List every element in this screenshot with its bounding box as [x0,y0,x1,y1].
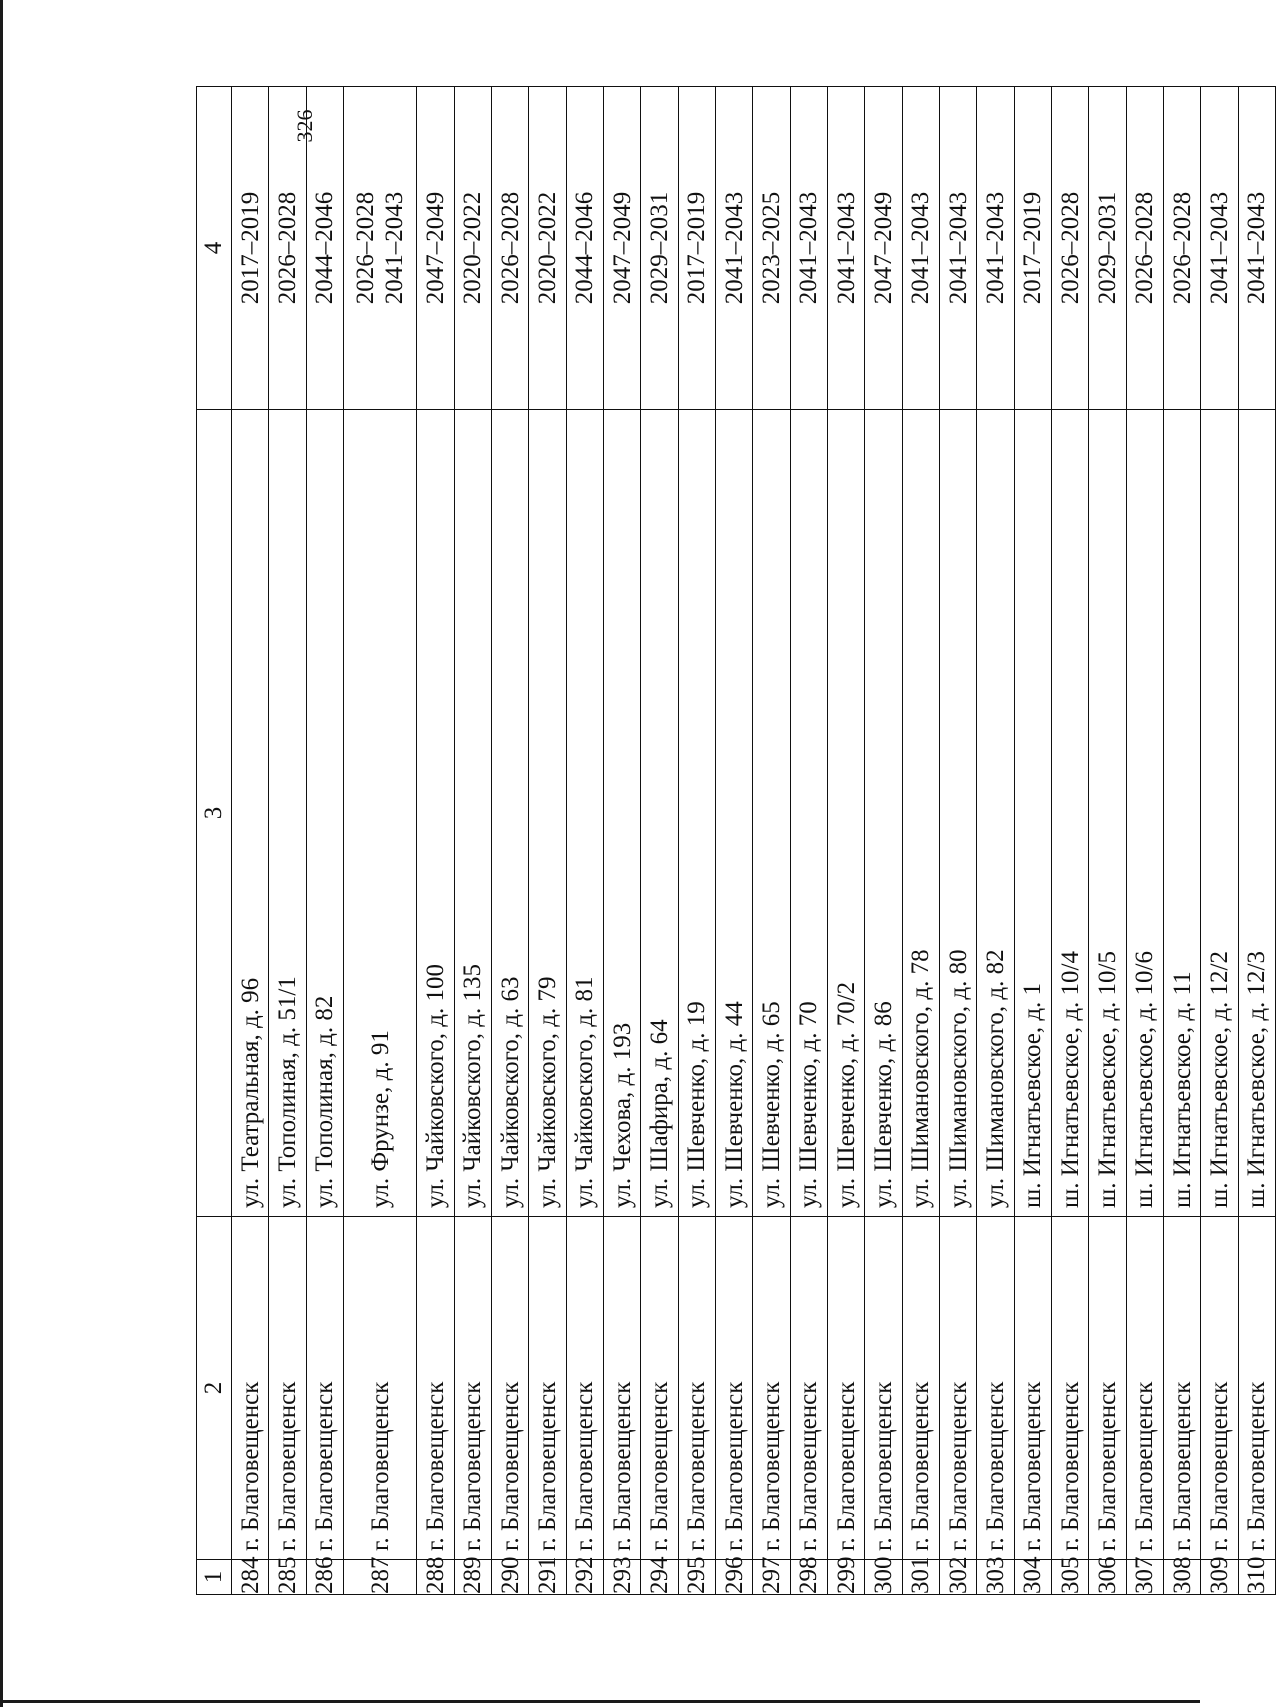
years-range: 2041–2043 [795,191,823,305]
address-cell: ул. Тополиная, д. 51/1 [269,410,306,1217]
table-row [529,87,566,1595]
years-cell [678,87,715,410]
row-number-cell: 284 [232,1560,269,1595]
address-cell: ул. Фрунзе, д. 91 [343,410,416,1217]
row-number-cell: 310 [1238,1560,1275,1595]
scan-edge-left [0,0,3,1707]
years-cell [604,87,641,410]
city-cell: г. Благовещенск [1238,1217,1275,1560]
table-row [306,87,343,1595]
city-cell: г. Благовещенск [716,1217,753,1560]
table-row [678,87,715,1595]
city-cell: г. Благовещенск [306,1217,343,1560]
row-number-cell: 286 [306,1560,343,1595]
years-cell [1201,87,1238,410]
years-cell [417,87,454,410]
row-number-cell: 296 [716,1560,753,1595]
city-cell: г. Благовещенск [1051,1217,1088,1560]
scan-rule-bottom [0,1700,1200,1703]
years-range: 2020–2022 [459,191,487,305]
column-header-2: 2 [197,1217,232,1560]
city-cell: г. Благовещенск [902,1217,939,1560]
years-range: 2047–2049 [422,191,450,305]
row-number-cell: 309 [1201,1560,1238,1595]
years-cell [306,87,343,410]
years-cell [269,87,306,410]
years-range: 2041–2043 [1243,191,1271,305]
table-row [232,87,269,1595]
city-cell: г. Благовещенск [790,1217,827,1560]
years-range: 2023–2025 [758,191,785,305]
city-cell: г. Благовещенск [641,1217,678,1560]
table-row [1163,87,1200,1595]
years-cell [1238,87,1275,410]
table-row [566,87,603,1595]
address-cell: ул. Шимановского, д. 80 [939,410,976,1217]
years-range: 2026–2028 [1131,191,1159,305]
city-cell: г. Благовещенск [1163,1217,1200,1560]
years-range: 2029–2031 [1093,191,1121,305]
years-range: 2026–2028 [496,191,524,305]
table-row [1126,87,1163,1595]
city-cell: г. Благовещенск [1201,1217,1238,1560]
years-cell [790,87,827,410]
city-cell: г. Благовещенск [417,1217,454,1560]
city-cell: г. Благовещенск [566,1217,603,1560]
city-cell: г. Благовещенск [492,1217,529,1560]
address-cell: ул. Шевченко, д. 65 [753,410,790,1217]
address-cell: ул. Шевченко, д. 70 [790,410,827,1217]
row-number-cell: 287 [343,1560,416,1595]
row-number-cell: 308 [1163,1560,1200,1595]
row-number-cell: 302 [939,1560,976,1595]
row-number-cell: 285 [269,1560,306,1595]
years-cell [753,87,790,410]
table-row [865,87,902,1595]
years-cell [1014,87,1051,410]
city-cell: г. Благовещенск [753,1217,790,1560]
row-number-cell: 298 [790,1560,827,1595]
row-number-cell: 300 [865,1560,902,1595]
city-cell: г. Благовещенск [678,1217,715,1560]
years-cell [566,87,603,410]
table-row [1051,87,1088,1595]
address-cell: ул. Шевченко, д. 19 [678,410,715,1217]
years-range: 2047–2049 [608,191,636,305]
years-cell [1163,87,1200,410]
address-cell: ш. Игнатьевское, д. 10/5 [1089,410,1126,1217]
table-row [1201,87,1238,1595]
city-cell: г. Благовещенск [1126,1217,1163,1560]
years-cell [1051,87,1088,410]
column-header-1: 1 [197,1560,232,1595]
table-row [343,87,416,1595]
years-range: 2044–2046 [571,191,599,305]
column-header-3: 3 [197,410,232,1217]
table-row [269,87,306,1595]
years-range: 2026–2028 [273,191,301,305]
address-cell: ул. Чехова, д. 193 [604,410,641,1217]
years-cell [1089,87,1126,410]
years-range: 2041–2043 [907,191,935,305]
address-cell: ул. Театральная, д. 96 [232,410,269,1217]
city-cell: г. Благовещенск [269,1217,306,1560]
years-range: 2041–2043 [1205,191,1233,305]
years-range: 2020–2022 [534,191,562,305]
address-cell: ул. Тополиная, д. 82 [306,410,343,1217]
address-cell: ул. Шафира, д. 64 [641,410,678,1217]
page-number: 326 [292,109,317,143]
years-range: 2017–2019 [1019,191,1047,305]
row-number-cell: 304 [1014,1560,1051,1595]
address-cell: ш. Игнатьевское, д. 10/4 [1051,410,1088,1217]
address-cell: ул. Шевченко, д. 44 [716,410,753,1217]
row-number-cell: 301 [902,1560,939,1595]
table-row [1014,87,1051,1595]
address-cell: ул. Шевченко, д. 70/2 [828,410,865,1217]
years-range: 2017–2019 [683,191,711,305]
row-number-cell: 297 [753,1560,790,1595]
years-cell [454,87,491,410]
address-cell: ш. Игнатьевское, д. 12/2 [1201,410,1238,1217]
city-cell: г. Благовещенск [977,1217,1014,1560]
years-cell [977,87,1014,410]
table-row [1089,87,1126,1595]
years-cell [492,87,529,410]
row-number-cell: 290 [492,1560,529,1595]
row-number-cell: 303 [977,1560,1014,1595]
years-range: 2017–2019 [236,191,264,305]
address-cell: ул. Чайковского, д. 100 [417,410,454,1217]
table-row [1238,87,1275,1595]
address-cell: ул. Шимановского, д. 82 [977,410,1014,1217]
table-row [977,87,1014,1595]
table-row [753,87,790,1595]
address-cell: ул. Шимановского, д. 78 [902,410,939,1217]
table-row [492,87,529,1595]
schedule-table-rotated [196,139,1276,1595]
table-body [232,87,1276,1595]
years-range: 2041–2043 [381,191,409,305]
years-cell [529,87,566,410]
city-cell: г. Благовещенск [828,1217,865,1560]
row-number-cell: 299 [828,1560,865,1595]
row-number-cell: 306 [1089,1560,1126,1595]
address-cell: ул. Чайковского, д. 63 [492,410,529,1217]
years-range: 2029–2031 [646,191,674,305]
table-row [902,87,939,1595]
years-cell [716,87,753,410]
schedule-table [196,86,1276,1595]
address-cell: ш. Игнатьевское, д. 12/3 [1238,410,1275,1217]
address-cell: ул. Шевченко, д. 86 [865,410,902,1217]
city-cell: г. Благовещенск [232,1217,269,1560]
address-cell: ш. Игнатьевское, д. 10/6 [1126,410,1163,1217]
years-range: 2041–2043 [944,191,972,305]
city-cell: г. Благовещенск [604,1217,641,1560]
city-cell: г. Благовещенск [865,1217,902,1560]
years-cell [828,87,865,410]
years-range: 2026–2028 [1056,191,1084,305]
row-number-cell: 291 [529,1560,566,1595]
years-cell [232,87,269,410]
row-number-cell: 307 [1126,1560,1163,1595]
row-number-cell: 288 [417,1560,454,1595]
table-header-row [197,87,232,1595]
table-row [939,87,976,1595]
years-cell [939,87,976,410]
column-header-4: 4 [197,87,232,410]
city-cell: г. Благовещенск [1089,1217,1126,1560]
years-cell [641,87,678,410]
years-range: 2047–2049 [869,191,897,305]
city-cell: г. Благовещенск [343,1217,416,1560]
row-number-cell: 305 [1051,1560,1088,1595]
address-cell: ш. Игнатьевское, д. 11 [1163,410,1200,1217]
years-cell [865,87,902,410]
city-cell: г. Благовещенск [939,1217,976,1560]
years-range: 2041–2043 [720,191,748,305]
address-cell: ул. Чайковского, д. 79 [529,410,566,1217]
years-cell [343,87,416,410]
years-cell [1126,87,1163,410]
address-cell: ул. Чайковского, д. 135 [454,410,491,1217]
city-cell: г. Благовещенск [529,1217,566,1560]
years-range: 2026–2028 [352,191,380,305]
address-cell: ул. Чайковского, д. 81 [566,410,603,1217]
table-row [454,87,491,1595]
table-row [604,87,641,1595]
years-range: 2041–2043 [832,191,860,305]
row-number-cell: 293 [604,1560,641,1595]
years-range: 2026–2028 [1168,191,1196,305]
row-number-cell: 292 [566,1560,603,1595]
years-cell [902,87,939,410]
table-row [716,87,753,1595]
address-cell: ш. Игнатьевское, д. 1 [1014,410,1051,1217]
years-range: 2041–2043 [981,191,1009,305]
row-number-cell: 294 [641,1560,678,1595]
city-cell: г. Благовещенск [454,1217,491,1560]
row-number-cell: 289 [454,1560,491,1595]
table-row [790,87,827,1595]
row-number-cell: 295 [678,1560,715,1595]
table-row [828,87,865,1595]
table-row [641,87,678,1595]
city-cell: г. Благовещенск [1014,1217,1051,1560]
table-row [417,87,454,1595]
years-range: 2044–2046 [311,191,339,305]
